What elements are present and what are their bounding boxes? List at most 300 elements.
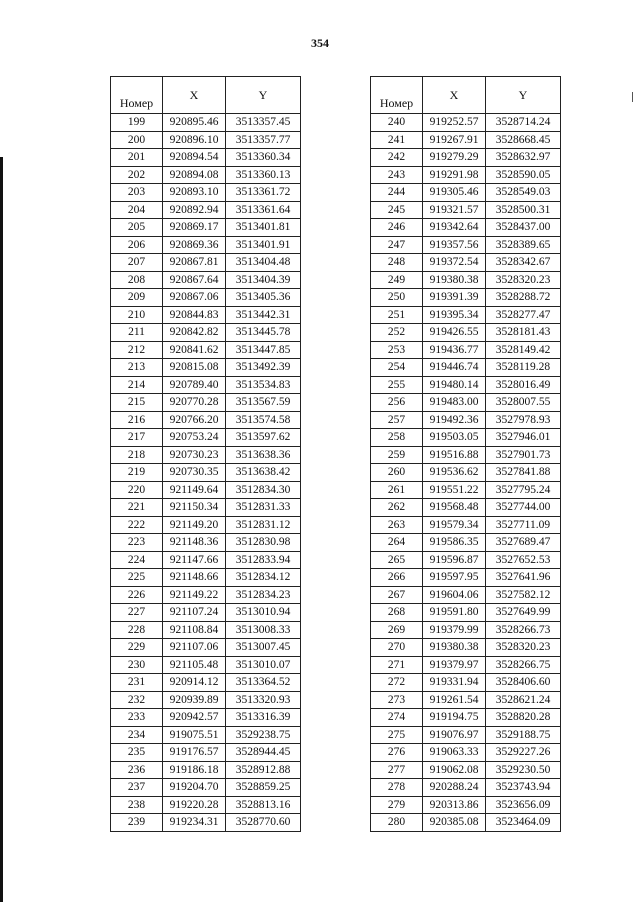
cell-y: 3528389.65 <box>486 236 561 254</box>
cell-number: 278 <box>371 779 423 797</box>
cell-number: 210 <box>111 306 163 324</box>
cell-x: 921149.22 <box>163 586 226 604</box>
cell-x: 920942.57 <box>163 709 226 727</box>
table-row <box>111 429 301 447</box>
cell-x: 919357.56 <box>423 236 486 254</box>
table-row <box>111 534 301 552</box>
cell-number: 243 <box>371 166 423 184</box>
column-header-y: Y <box>486 77 561 114</box>
table-row <box>371 516 561 534</box>
table-row <box>111 814 301 832</box>
cell-number: 279 <box>371 796 423 814</box>
cell-number: 252 <box>371 324 423 342</box>
cell-number: 222 <box>111 516 163 534</box>
cell-x: 919261.54 <box>423 691 486 709</box>
table-row <box>371 411 561 429</box>
cell-y: 3513010.94 <box>226 604 301 622</box>
cell-x: 920842.82 <box>163 324 226 342</box>
column-header-number: Номер <box>111 77 163 114</box>
table-row <box>371 691 561 709</box>
cell-y: 3523743.94 <box>486 779 561 797</box>
cell-number: 280 <box>371 814 423 832</box>
cell-y: 3529230.50 <box>486 761 561 779</box>
cell-y: 3528288.72 <box>486 289 561 307</box>
cell-number: 233 <box>111 709 163 727</box>
cell-y: 3528668.45 <box>486 131 561 149</box>
cell-x: 919597.95 <box>423 569 486 587</box>
cell-y: 3512833.94 <box>226 551 301 569</box>
cell-number: 276 <box>371 744 423 762</box>
cell-number: 240 <box>371 114 423 132</box>
cell-y: 3513638.36 <box>226 446 301 464</box>
cell-x: 919391.39 <box>423 289 486 307</box>
cell-y: 3513404.48 <box>226 254 301 272</box>
table-row <box>371 534 561 552</box>
cell-x: 920896.10 <box>163 131 226 149</box>
cell-y: 3528181.43 <box>486 324 561 342</box>
cell-number: 262 <box>371 499 423 517</box>
cell-y: 3528621.24 <box>486 691 561 709</box>
cell-x: 919480.14 <box>423 376 486 394</box>
table-row <box>371 779 561 797</box>
cell-number: 258 <box>371 429 423 447</box>
cell-x: 920895.46 <box>163 114 226 132</box>
cell-x: 919586.35 <box>423 534 486 552</box>
cell-y: 3528437.00 <box>486 219 561 237</box>
cell-number: 217 <box>111 429 163 447</box>
table-row <box>371 429 561 447</box>
cell-number: 236 <box>111 761 163 779</box>
table-row <box>371 674 561 692</box>
cell-y: 3513638.42 <box>226 464 301 482</box>
cell-number: 237 <box>111 779 163 797</box>
cell-number: 199 <box>111 114 163 132</box>
cell-x: 921108.84 <box>163 621 226 639</box>
cell-number: 208 <box>111 271 163 289</box>
cell-y: 3528549.03 <box>486 184 561 202</box>
table-row <box>371 481 561 499</box>
cell-y: 3513567.59 <box>226 394 301 412</box>
cell-number: 273 <box>371 691 423 709</box>
cell-number: 267 <box>371 586 423 604</box>
cell-y: 3528320.23 <box>486 639 561 657</box>
coordinates-table-left <box>110 76 301 832</box>
table-row <box>111 656 301 674</box>
cell-number: 229 <box>111 639 163 657</box>
table-row <box>371 394 561 412</box>
cell-x: 920869.36 <box>163 236 226 254</box>
cell-x: 919483.00 <box>423 394 486 412</box>
cell-number: 206 <box>111 236 163 254</box>
cell-x: 919536.62 <box>423 464 486 482</box>
column-header-x: X <box>423 77 486 114</box>
table-row <box>371 289 561 307</box>
cell-number: 261 <box>371 481 423 499</box>
cell-x: 919436.77 <box>423 341 486 359</box>
cell-y: 3513401.81 <box>226 219 301 237</box>
cell-y: 3528149.42 <box>486 341 561 359</box>
table-row <box>371 569 561 587</box>
cell-number: 232 <box>111 691 163 709</box>
cell-number: 242 <box>371 149 423 167</box>
cell-y: 3527978.93 <box>486 411 561 429</box>
cell-number: 221 <box>111 499 163 517</box>
cell-y: 3513357.77 <box>226 131 301 149</box>
cell-y: 3529238.75 <box>226 726 301 744</box>
table-row <box>111 481 301 499</box>
cell-number: 234 <box>111 726 163 744</box>
cell-y: 3528590.05 <box>486 166 561 184</box>
table-row <box>371 201 561 219</box>
cell-x: 921147.66 <box>163 551 226 569</box>
cell-x: 919379.99 <box>423 621 486 639</box>
cell-y: 3513597.62 <box>226 429 301 447</box>
table-row <box>371 656 561 674</box>
cell-x: 921105.48 <box>163 656 226 674</box>
cell-y: 3513360.34 <box>226 149 301 167</box>
table-row <box>371 639 561 657</box>
coordinates-table-right <box>370 76 561 832</box>
cell-y: 3513534.83 <box>226 376 301 394</box>
cell-x: 921148.66 <box>163 569 226 587</box>
cell-y: 3513442.31 <box>226 306 301 324</box>
cell-x: 919604.06 <box>423 586 486 604</box>
cell-x: 921107.24 <box>163 604 226 622</box>
cell-number: 231 <box>111 674 163 692</box>
cell-number: 223 <box>111 534 163 552</box>
cell-number: 201 <box>111 149 163 167</box>
table-row <box>111 569 301 587</box>
table-row <box>371 604 561 622</box>
cell-y: 3513010.07 <box>226 656 301 674</box>
cell-y: 3513320.93 <box>226 691 301 709</box>
cell-y: 3528632.97 <box>486 149 561 167</box>
cell-y: 3528119.28 <box>486 359 561 377</box>
cell-number: 246 <box>371 219 423 237</box>
table-row <box>111 464 301 482</box>
table-row <box>371 814 561 832</box>
cell-number: 227 <box>111 604 163 622</box>
cell-y: 3527649.99 <box>486 604 561 622</box>
cell-y: 3523656.09 <box>486 796 561 814</box>
cell-x: 919267.91 <box>423 131 486 149</box>
cell-y: 3527795.24 <box>486 481 561 499</box>
cell-x: 920893.10 <box>163 184 226 202</box>
cell-number: 265 <box>371 551 423 569</box>
cell-x: 920789.40 <box>163 376 226 394</box>
cell-y: 3527901.73 <box>486 446 561 464</box>
cell-y: 3528500.31 <box>486 201 561 219</box>
table-row <box>111 674 301 692</box>
table-row <box>371 761 561 779</box>
cell-number: 239 <box>111 814 163 832</box>
cell-x: 919291.98 <box>423 166 486 184</box>
cell-x: 921149.64 <box>163 481 226 499</box>
cell-x: 919186.18 <box>163 761 226 779</box>
cell-y: 3512834.23 <box>226 586 301 604</box>
cell-x: 920867.06 <box>163 289 226 307</box>
table-row <box>111 271 301 289</box>
cell-number: 270 <box>371 639 423 657</box>
cell-y: 3527711.09 <box>486 516 561 534</box>
table-row <box>371 359 561 377</box>
table-row <box>111 709 301 727</box>
column-header-y: Y <box>226 77 301 114</box>
table-row <box>371 271 561 289</box>
table-row <box>371 621 561 639</box>
cell-x: 920730.35 <box>163 464 226 482</box>
table-row <box>111 254 301 272</box>
cell-number: 256 <box>371 394 423 412</box>
cell-y: 3528813.16 <box>226 796 301 814</box>
cell-y: 3523464.09 <box>486 814 561 832</box>
cell-x: 919372.54 <box>423 254 486 272</box>
table-row <box>371 341 561 359</box>
cell-x: 920288.24 <box>423 779 486 797</box>
cell-x: 919579.34 <box>423 516 486 534</box>
cell-number: 207 <box>111 254 163 272</box>
cell-x: 920385.08 <box>423 814 486 832</box>
cell-y: 3512834.12 <box>226 569 301 587</box>
cell-y: 3528007.55 <box>486 394 561 412</box>
cell-x: 921148.36 <box>163 534 226 552</box>
cell-number: 272 <box>371 674 423 692</box>
table-row <box>111 551 301 569</box>
cell-y: 3527689.47 <box>486 534 561 552</box>
cell-y: 3513405.36 <box>226 289 301 307</box>
cell-x: 920766.20 <box>163 411 226 429</box>
table-header-row <box>371 77 561 114</box>
cell-y: 3528912.88 <box>226 761 301 779</box>
cell-number: 202 <box>111 166 163 184</box>
cell-number: 266 <box>371 569 423 587</box>
cell-x: 919063.33 <box>423 744 486 762</box>
cell-y: 3512830.98 <box>226 534 301 552</box>
column-header-number: Номер <box>371 77 423 114</box>
cell-x: 919305.46 <box>423 184 486 202</box>
table-row <box>111 219 301 237</box>
cell-y: 3528266.73 <box>486 621 561 639</box>
table-row <box>371 796 561 814</box>
cell-y: 3529188.75 <box>486 726 561 744</box>
table-row <box>111 779 301 797</box>
table-row <box>371 551 561 569</box>
cell-y: 3513445.78 <box>226 324 301 342</box>
table-row <box>111 394 301 412</box>
cell-y: 3513447.85 <box>226 341 301 359</box>
cell-number: 219 <box>111 464 163 482</box>
cell-x: 920867.81 <box>163 254 226 272</box>
cell-number: 275 <box>371 726 423 744</box>
cell-x: 919220.28 <box>163 796 226 814</box>
table-row <box>371 219 561 237</box>
table-row <box>371 131 561 149</box>
cell-x: 921107.06 <box>163 639 226 657</box>
cell-y: 3528944.45 <box>226 744 301 762</box>
cell-x: 919176.57 <box>163 744 226 762</box>
table-row <box>371 709 561 727</box>
cell-x: 919252.57 <box>423 114 486 132</box>
cell-y: 3527946.01 <box>486 429 561 447</box>
cell-x: 920869.17 <box>163 219 226 237</box>
cell-number: 214 <box>111 376 163 394</box>
cell-number: 235 <box>111 744 163 762</box>
cell-number: 211 <box>111 324 163 342</box>
table-row <box>111 184 301 202</box>
cell-y: 3528406.60 <box>486 674 561 692</box>
cell-x: 919591.80 <box>423 604 486 622</box>
cell-x: 920892.94 <box>163 201 226 219</box>
table-row <box>111 639 301 657</box>
cell-y: 3513361.72 <box>226 184 301 202</box>
cell-y: 3512831.33 <box>226 499 301 517</box>
cell-x: 919395.34 <box>423 306 486 324</box>
cell-y: 3528820.28 <box>486 709 561 727</box>
table-row <box>111 376 301 394</box>
cell-number: 259 <box>371 446 423 464</box>
cell-number: 268 <box>371 604 423 622</box>
table-row <box>111 289 301 307</box>
cell-y: 3513361.64 <box>226 201 301 219</box>
cell-number: 225 <box>111 569 163 587</box>
cell-number: 213 <box>111 359 163 377</box>
cell-y: 3513492.39 <box>226 359 301 377</box>
cell-number: 250 <box>371 289 423 307</box>
cell-x: 919194.75 <box>423 709 486 727</box>
table-row <box>111 604 301 622</box>
cell-y: 3513401.91 <box>226 236 301 254</box>
cell-x: 920914.12 <box>163 674 226 692</box>
cell-x: 920753.24 <box>163 429 226 447</box>
table-row <box>111 761 301 779</box>
cell-y: 3513364.52 <box>226 674 301 692</box>
cell-x: 920939.89 <box>163 691 226 709</box>
cell-x: 920815.08 <box>163 359 226 377</box>
cell-number: 228 <box>111 621 163 639</box>
cell-number: 255 <box>371 376 423 394</box>
scan-speck <box>632 92 633 102</box>
table-row <box>111 236 301 254</box>
cell-number: 238 <box>111 796 163 814</box>
cell-y: 3527582.12 <box>486 586 561 604</box>
cell-x: 921149.20 <box>163 516 226 534</box>
table-row <box>111 744 301 762</box>
cell-number: 226 <box>111 586 163 604</box>
page-number: 354 <box>311 36 329 50</box>
cell-number: 215 <box>111 394 163 412</box>
cell-x: 919380.38 <box>423 639 486 657</box>
cell-x: 919503.05 <box>423 429 486 447</box>
cell-x: 919426.55 <box>423 324 486 342</box>
cell-x: 919342.64 <box>423 219 486 237</box>
cell-x: 920894.54 <box>163 149 226 167</box>
table-row <box>111 149 301 167</box>
cell-y: 3527641.96 <box>486 569 561 587</box>
table-row <box>371 726 561 744</box>
cell-x: 919568.48 <box>423 499 486 517</box>
table-row <box>111 411 301 429</box>
table-row <box>111 516 301 534</box>
cell-y: 3528016.49 <box>486 376 561 394</box>
cell-number: 269 <box>371 621 423 639</box>
table-row <box>111 446 301 464</box>
table-row <box>371 166 561 184</box>
table-row <box>111 131 301 149</box>
table-row <box>111 499 301 517</box>
cell-number: 212 <box>111 341 163 359</box>
table-row <box>111 166 301 184</box>
cell-x: 919062.08 <box>423 761 486 779</box>
cell-x: 920730.23 <box>163 446 226 464</box>
cell-y: 3513008.33 <box>226 621 301 639</box>
cell-x: 920894.08 <box>163 166 226 184</box>
cell-number: 274 <box>371 709 423 727</box>
cell-y: 3527841.88 <box>486 464 561 482</box>
cell-x: 919380.38 <box>423 271 486 289</box>
cell-x: 920867.64 <box>163 271 226 289</box>
cell-number: 253 <box>371 341 423 359</box>
cell-x: 919204.70 <box>163 779 226 797</box>
cell-y: 3529227.26 <box>486 744 561 762</box>
cell-number: 209 <box>111 289 163 307</box>
table-row <box>371 149 561 167</box>
cell-number: 251 <box>371 306 423 324</box>
cell-x: 921150.34 <box>163 499 226 517</box>
table-row <box>371 184 561 202</box>
cell-x: 919075.51 <box>163 726 226 744</box>
scan-edge-mark <box>0 157 3 902</box>
table-row <box>111 341 301 359</box>
cell-y: 3513360.13 <box>226 166 301 184</box>
table-row <box>371 376 561 394</box>
table-row <box>371 446 561 464</box>
cell-number: 263 <box>371 516 423 534</box>
cell-x: 919551.22 <box>423 481 486 499</box>
cell-number: 254 <box>371 359 423 377</box>
column-header-x: X <box>163 77 226 114</box>
cell-x: 919492.36 <box>423 411 486 429</box>
cell-x: 920844.83 <box>163 306 226 324</box>
table-row <box>111 324 301 342</box>
table-row <box>371 306 561 324</box>
cell-y: 3513404.39 <box>226 271 301 289</box>
cell-number: 241 <box>371 131 423 149</box>
table-header-row <box>111 77 301 114</box>
cell-y: 3528266.75 <box>486 656 561 674</box>
cell-y: 3513574.58 <box>226 411 301 429</box>
cell-x: 920770.28 <box>163 394 226 412</box>
table-row <box>371 586 561 604</box>
cell-number: 220 <box>111 481 163 499</box>
cell-x: 919321.57 <box>423 201 486 219</box>
cell-number: 245 <box>371 201 423 219</box>
cell-y: 3528342.67 <box>486 254 561 272</box>
cell-number: 264 <box>371 534 423 552</box>
cell-number: 257 <box>371 411 423 429</box>
table-row <box>371 114 561 132</box>
cell-number: 244 <box>371 184 423 202</box>
cell-number: 249 <box>371 271 423 289</box>
cell-number: 248 <box>371 254 423 272</box>
cell-number: 277 <box>371 761 423 779</box>
table-row <box>111 621 301 639</box>
cell-number: 230 <box>111 656 163 674</box>
cell-y: 3513007.45 <box>226 639 301 657</box>
cell-y: 3527652.53 <box>486 551 561 569</box>
table-row <box>111 796 301 814</box>
cell-x: 919516.88 <box>423 446 486 464</box>
cell-number: 247 <box>371 236 423 254</box>
